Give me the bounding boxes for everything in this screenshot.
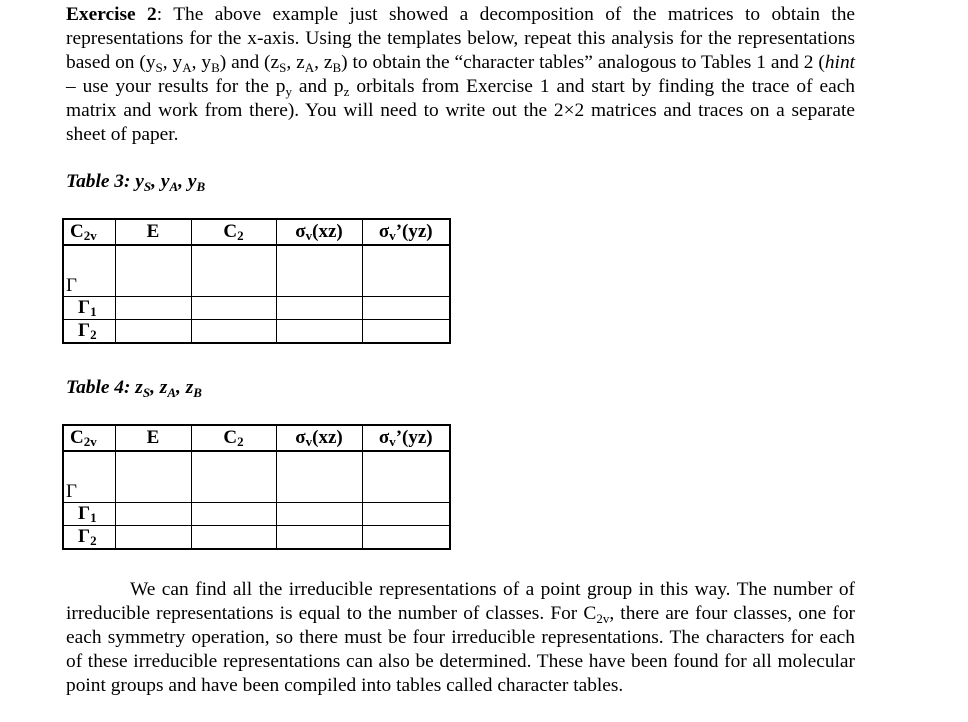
blank-cell[interactable] <box>362 503 450 526</box>
blank-cell[interactable] <box>362 526 450 550</box>
blank-cell[interactable] <box>362 320 450 344</box>
header-row <box>63 219 450 245</box>
subscript: B <box>211 60 220 75</box>
gamma2-label <box>63 320 115 344</box>
gamma1-label <box>63 503 115 526</box>
caption-var: z <box>135 377 143 398</box>
exercise-label: Exercise 2 <box>66 4 157 25</box>
subscript: v <box>305 434 313 449</box>
subscript: S <box>142 385 151 400</box>
gamma-row <box>63 245 450 297</box>
group-letter: C <box>70 221 84 242</box>
caption-var: y <box>187 171 197 192</box>
plane: (xz) <box>312 221 343 242</box>
blank-cell[interactable] <box>191 526 276 550</box>
group-letter: C <box>70 427 84 448</box>
header-row <box>63 425 450 451</box>
subscript: 2 <box>90 533 97 548</box>
c-letter: C <box>223 221 238 242</box>
gamma-label: Γ <box>63 451 115 503</box>
closing-paragraph <box>66 578 855 698</box>
plane: ’(yz) <box>395 221 433 242</box>
text-run: ) to obtain the “character tables” analogous to Tables 1 and 2 ( <box>341 52 825 73</box>
table3-caption: Table 3: $y_S$, $y_A$, $y_B$ <box>66 171 206 194</box>
blank-cell[interactable] <box>191 503 276 526</box>
text-run: , there are four classes, one for each symmetry operation, so there must be four irreducible representations. The characters for each of these irreducible representations can also be determined. These have been found for all molecular point groups and have been compiled into tables called character tables. <box>66 603 855 696</box>
text-run: , y <box>191 52 212 73</box>
header-e: E <box>115 219 191 245</box>
subscript: y <box>285 84 292 99</box>
blank-cell[interactable] <box>276 503 362 526</box>
character-table-3 <box>62 218 451 344</box>
blank-cell[interactable] <box>191 297 276 320</box>
c-letter: C <box>223 427 238 448</box>
subscript: v <box>305 228 313 243</box>
blank-cell[interactable] <box>115 297 191 320</box>
sigma: σ <box>295 221 306 242</box>
blank-cell[interactable] <box>115 320 191 344</box>
header-e: E <box>115 425 191 451</box>
subscript: S <box>155 60 163 75</box>
subscript: S <box>279 60 287 75</box>
subscript: v <box>389 434 396 449</box>
sigma: σ <box>378 221 390 242</box>
blank-cell[interactable] <box>276 451 362 503</box>
subscript: B <box>196 179 206 194</box>
exercise-paragraph <box>66 3 855 147</box>
caption-var: z <box>159 377 168 398</box>
subscript: 2 <box>237 434 244 449</box>
blank-cell[interactable] <box>115 451 191 503</box>
blank-cell[interactable] <box>276 526 362 550</box>
text-run: orbitals from Exercise 1 and start by finding the trace of each matrix and work from there). You will need to write out the 2×2 matrices and traces on a separate sheet of paper. <box>66 76 856 145</box>
subscript: v <box>389 228 396 243</box>
gamma-label: Γ <box>63 245 115 297</box>
subscript: 2v <box>596 611 610 626</box>
hint-word: hint <box>824 52 856 73</box>
subscript: B <box>193 385 202 400</box>
blank-cell[interactable] <box>276 245 362 297</box>
plane: ’(yz) <box>395 427 433 448</box>
text-run: , y <box>162 52 183 73</box>
subscript: 1 <box>90 510 97 525</box>
text-run: – use your results for the p <box>66 76 286 97</box>
header-sigma-v-xz <box>276 219 362 245</box>
subscript: 2v <box>83 228 97 243</box>
group-header <box>63 425 115 451</box>
text-run: ) and (z <box>219 52 280 73</box>
gamma: Γ <box>78 297 91 318</box>
gamma1-row <box>63 297 450 320</box>
gamma1-label <box>63 297 115 320</box>
subscript: 2v <box>83 434 97 449</box>
gamma2-label <box>63 526 115 550</box>
blank-cell[interactable] <box>362 245 450 297</box>
subscript: S <box>143 179 152 194</box>
blank-cell[interactable] <box>115 526 191 550</box>
blank-cell[interactable] <box>191 320 276 344</box>
subscript: 1 <box>90 304 97 319</box>
caption-label: Table 3: <box>66 171 136 192</box>
gamma-row <box>63 451 450 503</box>
caption-var: z <box>185 377 194 398</box>
subscript: B <box>332 60 342 75</box>
gamma: Γ <box>78 503 91 524</box>
text-run: , z <box>314 52 333 73</box>
subscript: 2 <box>237 228 244 243</box>
group-header <box>63 219 115 245</box>
caption-label: Table 4: <box>66 377 136 398</box>
blank-cell[interactable] <box>276 297 362 320</box>
text-run: : The above example just showed a decomposition of the matrices to obtain the representations for the x-axis. Using the templates below, repeat this analysis for the representations based on (y <box>66 4 856 73</box>
sigma: σ <box>378 427 390 448</box>
gamma2-row <box>63 320 450 344</box>
blank-cell[interactable] <box>276 320 362 344</box>
caption-var: y <box>160 171 170 192</box>
header-sigma-v-yz <box>362 219 450 245</box>
blank-cell[interactable] <box>362 297 450 320</box>
subscript: 2 <box>90 327 97 342</box>
subscript: A <box>304 60 315 75</box>
subscript: A <box>169 179 179 194</box>
blank-cell[interactable] <box>362 451 450 503</box>
caption-var: y <box>135 171 144 192</box>
text-run: , z <box>286 52 305 73</box>
character-table-4 <box>62 424 451 550</box>
subscript: A <box>182 60 192 75</box>
header-c2 <box>191 425 276 451</box>
subscript: z <box>343 84 350 99</box>
blank-cell[interactable] <box>115 503 191 526</box>
text-run: and p <box>291 76 344 97</box>
subscript: A <box>167 385 176 400</box>
header-sigma-v-xz <box>276 425 362 451</box>
header-sigma-v-yz <box>362 425 450 451</box>
plane: (xz) <box>312 427 343 448</box>
gamma1-row <box>63 503 450 526</box>
gamma: Γ <box>78 526 91 547</box>
blank-cell[interactable] <box>191 451 276 503</box>
text-run: We can find all the irreducible representations of a point group in this way. The number of irreducible representations is equal to the number of classes. For C <box>66 579 855 624</box>
header-c2 <box>191 219 276 245</box>
table4-caption: Table 4: $z_S$, $z_A$, $z_B$ <box>66 377 202 400</box>
sigma: σ <box>295 427 306 448</box>
blank-cell[interactable] <box>191 245 276 297</box>
gamma2-row <box>63 526 450 550</box>
blank-cell[interactable] <box>115 245 191 297</box>
gamma: Γ <box>78 320 91 341</box>
